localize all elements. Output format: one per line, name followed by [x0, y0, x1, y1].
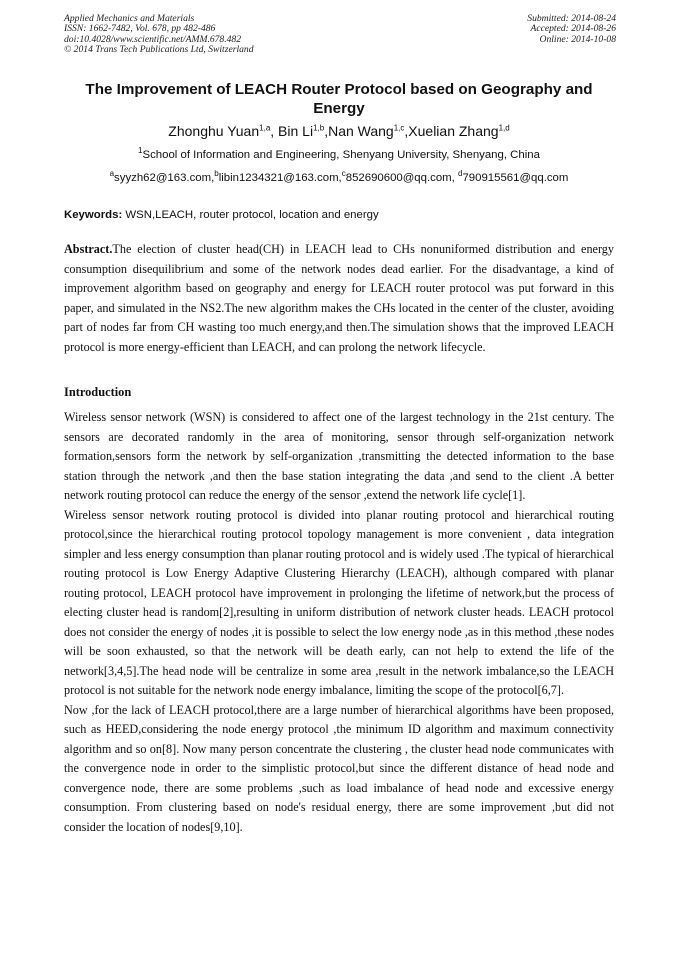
- introduction-body: [64, 408, 614, 837]
- keywords-label: Keywords:: [64, 209, 123, 221]
- email-mark: a: [109, 169, 115, 179]
- submitted-date: Submitted: 2014-08-24: [527, 13, 616, 24]
- author-name: Zhonghu Yuan: [168, 123, 260, 139]
- email-mark: c: [341, 169, 346, 179]
- author-affiliation-mark: 1,b: [313, 123, 325, 133]
- section-heading-introduction: Introduction: [64, 385, 132, 399]
- email-mark: b: [214, 169, 219, 179]
- author-separator: ,: [270, 123, 279, 139]
- email-address[interactable]: libin1234321@163.com,: [218, 172, 342, 184]
- journal-doi: doi:10.4028/www.scientific.net/AMM.678.482: [64, 33, 242, 45]
- author-name: Xuelian Zhang: [408, 123, 499, 139]
- paragraph: Now ,for the lack of LEACH protocol,there are a large number of hierarchical algorithms have been proposed, such as HEED,considering the node energy protocol ,the minimum ID algorithm and maximum connectivity algorithm and so on[8]. Now many person concentrate the clustering , the cluster head node communicates with the convergence node in order to the simplistic protocol,but since the different distance of head node and convergence node, there are some problems ,such as load imbalance of head node and excessive energy consumption. From clustering based on node's residual energy, there are some improvement ,but did not consider the location of nodes[9,10].: [64, 702, 614, 834]
- email-address[interactable]: syyzh62@163.com,: [114, 172, 215, 184]
- journal-header-left: [64, 14, 254, 56]
- online-date: Online: 2014-10-08: [539, 33, 616, 45]
- author-name: Nan Wang: [328, 123, 394, 139]
- journal-header-right: [527, 14, 616, 45]
- email-mark: d: [458, 169, 463, 179]
- affiliation-mark: 1: [138, 146, 143, 156]
- author-affiliation-mark: 1,c: [393, 123, 405, 133]
- paragraph: Wireless sensor network (WSN) is considered to affect one of the largest technology in the 21st century. The sensors are decorated randomly in the area of monitoring, sensor through self-organization network formation,sensors form the network by self-organization ,transmitting the detected information to the base station through the network ,and then the base station integrating the data ,and send to the client .A better network routing protocol can reduce the energy of the sensor ,extend the network life cycle[1].: [64, 410, 614, 502]
- abstract-text: The election of cluster head(CH) in LEACH lead to CHs nonuniformed distribution and energy consumption disequilibrium and some of the network nodes dead earlier. For the disadvantage, a kind of improvement algorithm based on geography and energy for LEACH router protocol was put forward in this paper, and simulated in the NS2.The new algorithm makes the CHs located in the center of the cluster, avoiding part of nodes far from CH wasting too much energy,and then.The simulation shows that the improved LEACH protocol is more energy-efficient than LEACH, and can prolong the network lifecycle.: [64, 242, 614, 354]
- keywords: [64, 209, 614, 221]
- abstract: [64, 240, 614, 357]
- email-address[interactable]: 790915561@qq.com: [462, 172, 569, 184]
- accepted-date: Accepted: 2014-08-26: [530, 23, 616, 35]
- affiliation: [60, 146, 618, 161]
- author-affiliation-mark: 1,a: [259, 123, 271, 133]
- author-separator: ,: [324, 123, 329, 139]
- author-separator: ,: [404, 123, 409, 139]
- author-affiliation-mark: 1,d: [498, 123, 510, 133]
- keywords-text: WSN,LEACH, router protocol, location and energy: [122, 209, 379, 221]
- paper-title: The Improvement of LEACH Router Protocol based on Geography and Energy: [85, 81, 593, 117]
- journal-name: Applied Mechanics and Materials: [64, 13, 195, 24]
- abstract-label: Abstract.: [64, 242, 113, 256]
- email-address[interactable]: 852690600@qq.com,: [345, 172, 458, 184]
- email-list: [60, 169, 618, 184]
- paragraph: Wireless sensor network routing protocol is divided into planar routing protocol and hierarchical routing protocol,since the hierarchical routing protocol topology management is more convenient , data integration simpler and less energy consumption than planar routing protocol and is widely used .The typical of hierarchical routing protocol is Low Energy Adaptive Clustering Hierarchy (LEACH), although compared with planar routing protocol, LEACH protocol have improvement in prolonging the lifetime of network,but the process of electing cluster head is random[2],resulting in uniform distribution of network cluster heads. LEACH protocol does not consider the energy of nodes ,it is possible to select the low energy node ,as in this method ,these nodes will be soon exhausted, so that the network will be death early, can not help to extend the life of the network[3,4,5].The head node will be centralize in some area ,result in the network imbalance,so the LEACH protocol is not suitable for the network node energy imbalance, limiting the scope of the protocol[6,7].: [64, 507, 614, 697]
- author-name: Bin Li: [278, 123, 314, 139]
- journal-issn: ISSN: 1662-7482, Vol. 678, pp 482-486: [64, 23, 216, 35]
- affiliation-text: School of Information and Engineering, Shenyang University, Shenyang, China: [142, 149, 540, 161]
- author-list: [60, 123, 618, 139]
- journal-copyright: © 2014 Trans Tech Publications Ltd, Switzerland: [64, 44, 254, 56]
